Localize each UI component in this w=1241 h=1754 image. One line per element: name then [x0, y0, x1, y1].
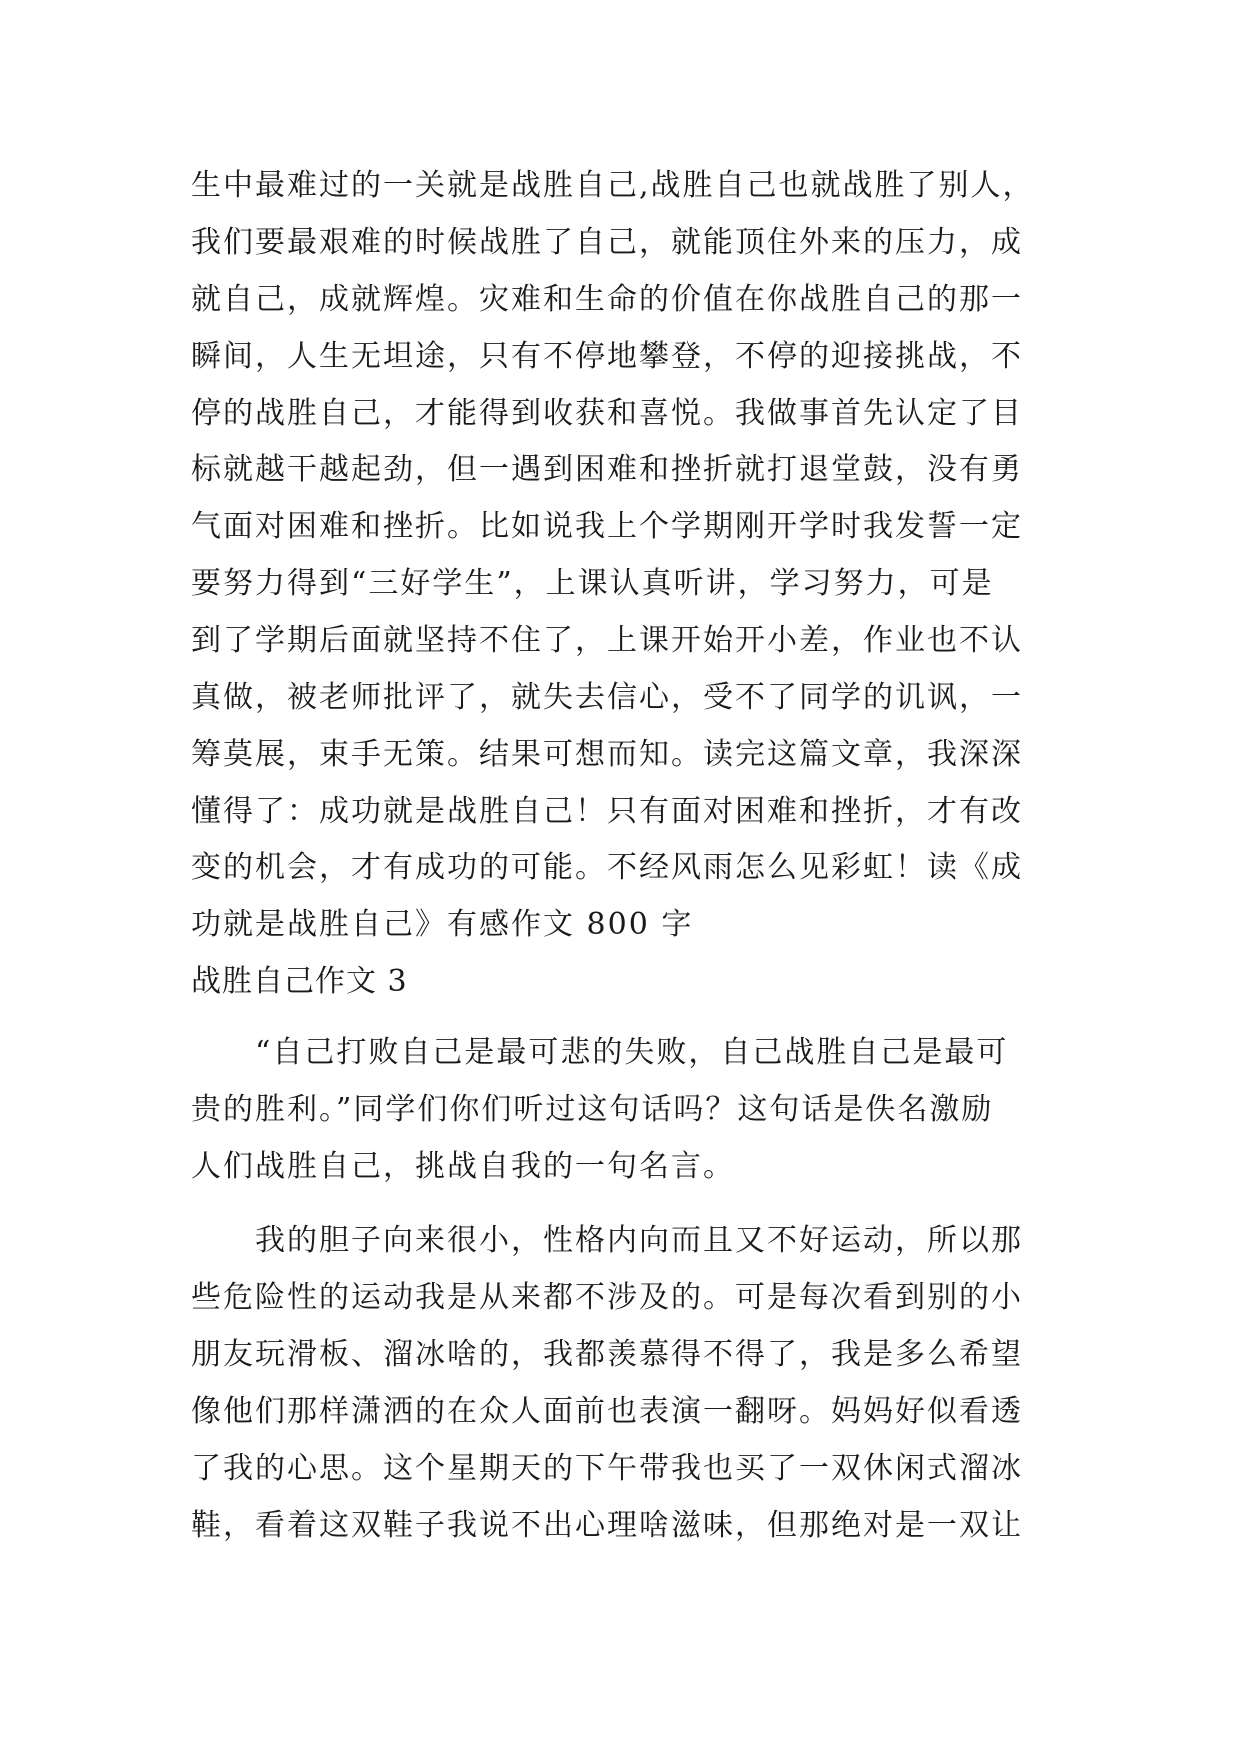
text-line: 懂得了：成功就是战胜自己！只有面对困难和挫折，才有改 — [191, 794, 1023, 829]
text-line: 气面对困难和挫折。比如说我上个学期刚开学时我发誓一定 — [191, 509, 1023, 544]
text-line: “自己打败自己是最可悲的失败，自己战胜自己是最可 — [191, 1035, 1009, 1070]
text-line: 鞋，看着这双鞋子我说不出心理啥滋味，但那绝对是一双让 — [191, 1508, 1023, 1543]
section-heading: 战胜自己作文 3 — [191, 964, 408, 999]
text-line: 到了学期后面就坚持不住了，上课开始开小差，作业也不认 — [191, 623, 1023, 658]
text-line: 贵的胜利。”同学们你们听过这句话吗？这句话是佚名激励 — [191, 1092, 994, 1127]
text-line: 生中最难过的一关就是战胜自己,战胜自己也就战胜了别人， — [191, 168, 1035, 203]
text-line: 些危险性的运动我是从来都不涉及的。可是每次看到别的小 — [191, 1280, 1023, 1315]
text-line: 真做，被老师批评了，就失去信心，受不了同学的讥讽，一 — [191, 680, 1023, 715]
text-line: 就自己，成就辉煌。灾难和生命的价值在你战胜自己的那一 — [191, 282, 1023, 317]
text-line: 我们要最艰难的时候战胜了自己，就能顶住外来的压力，成 — [191, 225, 1023, 260]
text-line: 停的战胜自己，才能得到收获和喜悦。我做事首先认定了目 — [191, 396, 1023, 431]
text-line: 瞬间，人生无坦途，只有不停地攀登，不停的迎接挑战，不 — [191, 339, 1023, 374]
text-line: 功就是战胜自己》有感作文 800 字 — [191, 907, 694, 942]
text-line: 了我的心思。这个星期天的下午带我也买了一双休闲式溜冰 — [191, 1451, 1023, 1486]
text-line: 筹莫展，束手无策。结果可想而知。读完这篇文章，我深深 — [191, 737, 1023, 772]
text-line: 变的机会，才有成功的可能。不经风雨怎么见彩虹！读《成 — [191, 850, 1023, 885]
text-line: 我的胆子向来很小，性格内向而且又不好运动，所以那 — [191, 1223, 1023, 1258]
text-line: 朋友玩滑板、溜冰啥的，我都羡慕得不得了，我是多么希望 — [191, 1337, 1023, 1372]
text-line: 要努力得到“三好学生”，上课认真听讲，学习努力，可是 — [191, 566, 994, 601]
text-line: 标就越干越起劲，但一遇到困难和挫折就打退堂鼓，没有勇 — [191, 452, 1023, 487]
text-line: 像他们那样潇洒的在众人面前也表演一翻呀。妈妈好似看透 — [191, 1394, 1023, 1429]
text-line: 人们战胜自己，挑战自我的一句名言。 — [191, 1149, 735, 1184]
